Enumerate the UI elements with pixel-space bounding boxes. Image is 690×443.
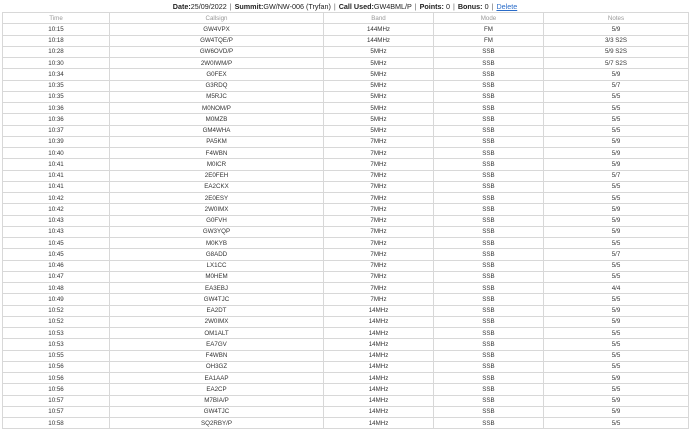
table-row — [3, 350, 689, 361]
mode-cell: SSB — [434, 384, 544, 395]
callsign-cell: SQ2RBY/P — [110, 418, 324, 429]
call-used-label: Call Used: — [338, 2, 374, 11]
callsign-cell: M0NOM/P — [110, 103, 324, 114]
band-cell: 7MHz — [324, 193, 434, 204]
time-cell: 10:57 — [3, 406, 110, 417]
mode-cell: SSB — [434, 294, 544, 305]
callsign-cell: 2E0ESY — [110, 193, 324, 204]
mode-cell: SSB — [434, 215, 544, 226]
time-cell: 10:40 — [3, 148, 110, 159]
callsign-cell: GW4TJC — [110, 406, 324, 417]
notes-cell: 5/9 — [544, 373, 689, 384]
mode-cell: SSB — [434, 103, 544, 114]
callsign-cell: 2W0IMX — [110, 204, 324, 215]
mode-cell: SSB — [434, 361, 544, 372]
mode-cell: SSB — [434, 58, 544, 69]
log-summary-header — [0, 2, 690, 12]
band-cell: 7MHz — [324, 260, 434, 271]
band-cell: 7MHz — [324, 159, 434, 170]
callsign-cell: M7BIA/P — [110, 395, 324, 406]
callsign-cell: F4WBN — [110, 148, 324, 159]
table-row — [3, 159, 689, 170]
notes-cell: 5/9 — [544, 316, 689, 327]
table-row — [3, 58, 689, 69]
band-cell: 5MHz — [324, 91, 434, 102]
table-row — [3, 260, 689, 271]
table-row — [3, 328, 689, 339]
notes-cell: 5/5 — [544, 361, 689, 372]
callsign-cell: OM1ALT — [110, 328, 324, 339]
table-row — [3, 305, 689, 316]
notes-cell: 5/9 — [544, 395, 689, 406]
mode-cell: SSB — [434, 316, 544, 327]
mode-cell: SSB — [434, 271, 544, 282]
band-cell: 5MHz — [324, 58, 434, 69]
mode-cell: SSB — [434, 204, 544, 215]
time-cell: 10:42 — [3, 204, 110, 215]
notes-cell: 5/5 — [544, 260, 689, 271]
band-cell: 7MHz — [324, 249, 434, 260]
notes-cell: 5/5 — [544, 193, 689, 204]
mode-cell: SSB — [434, 136, 544, 147]
table-row — [3, 249, 689, 260]
notes-cell: 5/7 — [544, 80, 689, 91]
band-cell: 14MHz — [324, 406, 434, 417]
separator: | — [452, 2, 455, 11]
band-cell: 14MHz — [324, 305, 434, 316]
time-cell: 10:46 — [3, 260, 110, 271]
table-row — [3, 215, 689, 226]
time-cell: 10:43 — [3, 226, 110, 237]
notes-cell: 4/4 — [544, 283, 689, 294]
time-cell: 10:53 — [3, 339, 110, 350]
separator: | — [229, 2, 232, 11]
mode-cell: SSB — [434, 283, 544, 294]
mode-cell: SSB — [434, 226, 544, 237]
callsign-cell: GM4WHA — [110, 125, 324, 136]
time-cell: 10:41 — [3, 181, 110, 192]
notes-cell: 5/5 — [544, 384, 689, 395]
time-cell: 10:36 — [3, 103, 110, 114]
table-row — [3, 373, 689, 384]
band-cell: 14MHz — [324, 328, 434, 339]
time-cell: 10:35 — [3, 80, 110, 91]
table-row — [3, 193, 689, 204]
callsign-cell: GW3YQP — [110, 226, 324, 237]
table-row — [3, 384, 689, 395]
callsign-cell: M5RJC — [110, 91, 324, 102]
notes-cell: 5/9 — [544, 159, 689, 170]
callsign-cell: M0ICR — [110, 159, 324, 170]
column-header-notes: Notes — [544, 13, 689, 24]
notes-cell: 3/3 S2S — [544, 35, 689, 46]
mode-cell: SSB — [434, 249, 544, 260]
table-row — [3, 69, 689, 80]
time-cell: 10:30 — [3, 58, 110, 69]
date-label: Date: — [172, 2, 191, 11]
band-cell: 7MHz — [324, 294, 434, 305]
band-cell: 7MHz — [324, 136, 434, 147]
band-cell: 14MHz — [324, 395, 434, 406]
notes-cell: 5/9 — [544, 215, 689, 226]
table-row — [3, 339, 689, 350]
bonus-value: 0 — [484, 2, 489, 11]
callsign-cell: 2W0IMX — [110, 316, 324, 327]
band-cell: 7MHz — [324, 204, 434, 215]
qso-log-table — [2, 12, 689, 429]
callsign-cell: M0KYB — [110, 238, 324, 249]
bonus-label: Bonus: — [457, 2, 483, 11]
callsign-cell: EA2CKX — [110, 181, 324, 192]
mode-cell: SSB — [434, 170, 544, 181]
column-header-time: Time — [3, 13, 110, 24]
notes-cell: 5/9 S2S — [544, 46, 689, 57]
points-label: Points: — [419, 2, 444, 11]
table-row — [3, 361, 689, 372]
table-row — [3, 238, 689, 249]
callsign-cell: GW4VPX — [110, 24, 324, 35]
time-cell: 10:41 — [3, 170, 110, 181]
mode-cell: SSB — [434, 193, 544, 204]
notes-cell: 5/9 — [544, 136, 689, 147]
mode-cell: SSB — [434, 339, 544, 350]
callsign-cell: F4WBN — [110, 350, 324, 361]
column-header-mode: Mode — [434, 13, 544, 24]
mode-cell: SSB — [434, 395, 544, 406]
band-cell: 14MHz — [324, 350, 434, 361]
table-row — [3, 316, 689, 327]
time-cell: 10:58 — [3, 418, 110, 429]
mode-cell: SSB — [434, 80, 544, 91]
notes-cell: 5/9 — [544, 226, 689, 237]
band-cell: 7MHz — [324, 271, 434, 282]
band-cell: 14MHz — [324, 373, 434, 384]
date-value: 25/09/2022 — [190, 2, 227, 11]
band-cell: 14MHz — [324, 339, 434, 350]
notes-cell: 5/5 — [544, 103, 689, 114]
summit-value: GW/NW-006 (Tryfan) — [263, 2, 331, 11]
table-row — [3, 170, 689, 181]
callsign-cell: EA1AAP — [110, 373, 324, 384]
band-cell: 7MHz — [324, 238, 434, 249]
callsign-cell: G3RDQ — [110, 80, 324, 91]
band-cell: 5MHz — [324, 103, 434, 114]
mode-cell: SSB — [434, 373, 544, 384]
time-cell: 10:37 — [3, 125, 110, 136]
table-row — [3, 204, 689, 215]
call-used-value: GW4BML/P — [373, 2, 412, 11]
notes-cell: 5/5 — [544, 91, 689, 102]
band-cell: 144MHz — [324, 35, 434, 46]
table-row — [3, 148, 689, 159]
band-cell: 5MHz — [324, 114, 434, 125]
time-cell: 10:28 — [3, 46, 110, 57]
band-cell: 7MHz — [324, 283, 434, 294]
mode-cell: SSB — [434, 260, 544, 271]
table-header-row — [3, 13, 689, 24]
delete-link[interactable]: Delete — [496, 2, 518, 11]
table-row — [3, 114, 689, 125]
time-cell: 10:48 — [3, 283, 110, 294]
notes-cell: 5/7 — [544, 249, 689, 260]
callsign-cell: OH3GZ — [110, 361, 324, 372]
notes-cell: 5/9 — [544, 148, 689, 159]
notes-cell: 5/9 — [544, 24, 689, 35]
callsign-cell: G0FEX — [110, 69, 324, 80]
band-cell: 5MHz — [324, 46, 434, 57]
separator: | — [333, 2, 336, 11]
time-cell: 10:39 — [3, 136, 110, 147]
time-cell: 10:15 — [3, 24, 110, 35]
mode-cell: SSB — [434, 114, 544, 125]
mode-cell: SSB — [434, 328, 544, 339]
time-cell: 10:45 — [3, 249, 110, 260]
notes-cell: 5/7 — [544, 170, 689, 181]
table-row — [3, 406, 689, 417]
notes-cell: 5/5 — [544, 114, 689, 125]
summit-label: Summit: — [234, 2, 264, 11]
time-cell: 10:52 — [3, 305, 110, 316]
band-cell: 5MHz — [324, 69, 434, 80]
mode-cell: SSB — [434, 69, 544, 80]
notes-cell: 5/5 — [544, 271, 689, 282]
callsign-cell: EA3EBJ — [110, 283, 324, 294]
band-cell: 7MHz — [324, 148, 434, 159]
mode-cell: SSB — [434, 350, 544, 361]
mode-cell: SSB — [434, 406, 544, 417]
mode-cell: SSB — [434, 159, 544, 170]
table-row — [3, 35, 689, 46]
separator: | — [414, 2, 417, 11]
callsign-cell: PA5KM — [110, 136, 324, 147]
callsign-cell: LX1CC — [110, 260, 324, 271]
table-body — [3, 24, 689, 429]
callsign-cell: G8ADD — [110, 249, 324, 260]
callsign-cell: M0MZB — [110, 114, 324, 125]
band-cell: 144MHz — [324, 24, 434, 35]
time-cell: 10:45 — [3, 238, 110, 249]
time-cell: 10:56 — [3, 384, 110, 395]
notes-cell: 5/5 — [544, 294, 689, 305]
callsign-cell: EA7GV — [110, 339, 324, 350]
time-cell: 10:36 — [3, 114, 110, 125]
callsign-cell: 2E0FEH — [110, 170, 324, 181]
mode-cell: SSB — [434, 305, 544, 316]
notes-cell: 5/9 — [544, 69, 689, 80]
notes-cell: 5/5 — [544, 328, 689, 339]
table-row — [3, 80, 689, 91]
band-cell: 5MHz — [324, 125, 434, 136]
table-row — [3, 395, 689, 406]
points-value: 0 — [445, 2, 450, 11]
time-cell: 10:49 — [3, 294, 110, 305]
time-cell: 10:47 — [3, 271, 110, 282]
separator: | — [491, 2, 494, 11]
callsign-cell: GW4TJC — [110, 294, 324, 305]
callsign-cell: GW6OVD/P — [110, 46, 324, 57]
mode-cell: SSB — [434, 148, 544, 159]
notes-cell: 5/9 — [544, 204, 689, 215]
column-header-band: Band — [324, 13, 434, 24]
time-cell: 10:56 — [3, 373, 110, 384]
notes-cell: 5/9 — [544, 406, 689, 417]
table-row — [3, 418, 689, 429]
band-cell: 14MHz — [324, 418, 434, 429]
time-cell: 10:35 — [3, 91, 110, 102]
table-row — [3, 125, 689, 136]
time-cell: 10:18 — [3, 35, 110, 46]
band-cell: 5MHz — [324, 80, 434, 91]
band-cell: 7MHz — [324, 226, 434, 237]
mode-cell: SSB — [434, 91, 544, 102]
notes-cell: 5/5 — [544, 125, 689, 136]
notes-cell: 5/5 — [544, 181, 689, 192]
callsign-cell: M0HEM — [110, 271, 324, 282]
table-row — [3, 181, 689, 192]
table-row — [3, 24, 689, 35]
notes-cell: 5/7 S2S — [544, 58, 689, 69]
notes-cell: 5/5 — [544, 418, 689, 429]
mode-cell: SSB — [434, 46, 544, 57]
time-cell: 10:52 — [3, 316, 110, 327]
callsign-cell: 2W0IWM/P — [110, 58, 324, 69]
table-row — [3, 136, 689, 147]
mode-cell: SSB — [434, 238, 544, 249]
table-row — [3, 283, 689, 294]
band-cell: 14MHz — [324, 316, 434, 327]
band-cell: 7MHz — [324, 181, 434, 192]
band-cell: 7MHz — [324, 170, 434, 181]
callsign-cell: G0FVH — [110, 215, 324, 226]
band-cell: 14MHz — [324, 361, 434, 372]
mode-cell: SSB — [434, 418, 544, 429]
time-cell: 10:53 — [3, 328, 110, 339]
table-row — [3, 271, 689, 282]
time-cell: 10:42 — [3, 193, 110, 204]
mode-cell: FM — [434, 35, 544, 46]
time-cell: 10:57 — [3, 395, 110, 406]
table-row — [3, 91, 689, 102]
time-cell: 10:41 — [3, 159, 110, 170]
table-row — [3, 294, 689, 305]
notes-cell: 5/5 — [544, 339, 689, 350]
notes-cell: 5/9 — [544, 305, 689, 316]
table-row — [3, 46, 689, 57]
time-cell: 10:34 — [3, 69, 110, 80]
band-cell: 7MHz — [324, 215, 434, 226]
callsign-cell: GW4TQE/P — [110, 35, 324, 46]
table-row — [3, 103, 689, 114]
mode-cell: SSB — [434, 125, 544, 136]
band-cell: 14MHz — [324, 384, 434, 395]
time-cell: 10:43 — [3, 215, 110, 226]
notes-cell: 5/5 — [544, 350, 689, 361]
time-cell: 10:55 — [3, 350, 110, 361]
mode-cell: FM — [434, 24, 544, 35]
column-header-callsign: Callsign — [110, 13, 324, 24]
notes-cell: 5/5 — [544, 238, 689, 249]
callsign-cell: EA2DT — [110, 305, 324, 316]
mode-cell: SSB — [434, 181, 544, 192]
table-row — [3, 226, 689, 237]
time-cell: 10:56 — [3, 361, 110, 372]
callsign-cell: EA2CP — [110, 384, 324, 395]
